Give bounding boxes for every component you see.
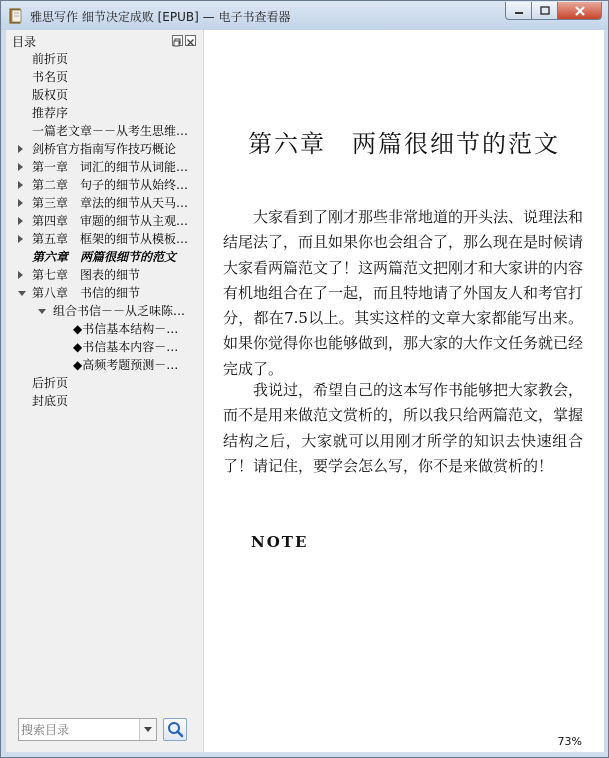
toc-item-label: 后折页 [32, 376, 69, 390]
close-icon [574, 6, 586, 16]
zoom-level: 73% [557, 735, 582, 748]
float-pane-button[interactable] [172, 35, 183, 46]
book-app-icon [8, 8, 24, 24]
toc-item-label: ◆高频考题预测－… [73, 358, 179, 372]
collapsed-arrow-icon[interactable] [18, 217, 23, 225]
toc-item[interactable] [6, 392, 204, 410]
toc-item-label: 第六章 两篇很细节的范文 [32, 250, 177, 264]
collapsed-arrow-icon[interactable] [18, 199, 23, 207]
collapsed-arrow-icon[interactable] [18, 235, 23, 243]
toc-item-label: 一篇老文章－－从考生思维… [32, 124, 189, 138]
toc-item[interactable] [6, 266, 204, 284]
toc-header [6, 30, 204, 48]
collapsed-arrow-icon[interactable] [18, 181, 23, 189]
toc-item-label: 第七章 图表的细节 [32, 268, 141, 282]
toc-item-label: 组合书信－－从乏味陈… [53, 304, 186, 318]
reader-page[interactable] [204, 30, 604, 752]
toc-item[interactable] [6, 122, 204, 140]
toc-item-label: 第一章 词汇的细节从词能… [32, 160, 189, 174]
toc-item[interactable] [6, 302, 204, 320]
minimize-icon [514, 7, 524, 15]
toc-item-label: 前折页 [32, 52, 69, 66]
toc-item-label: ◆书信基本内容－… [73, 340, 179, 354]
toc-sidebar [6, 30, 204, 752]
maximize-icon [540, 6, 550, 15]
search-history-dropdown[interactable] [139, 719, 156, 740]
toc-item-label: 第二章 句子的细节从始终… [32, 178, 189, 192]
toc-item[interactable] [6, 50, 204, 68]
toc-item[interactable] [6, 140, 204, 158]
collapsed-arrow-icon[interactable] [18, 271, 23, 279]
toc-item[interactable] [6, 320, 204, 338]
toc-search-button[interactable] [163, 718, 187, 741]
toc-item[interactable] [6, 158, 204, 176]
toc-item[interactable] [6, 194, 204, 212]
toc-item-label: 推荐序 [32, 106, 69, 120]
toc-item[interactable] [6, 248, 204, 266]
window-title: 雅思写作 细节决定成败 [EPUB] — 电子书查看器 [30, 10, 291, 24]
collapsed-arrow-icon[interactable] [18, 145, 23, 153]
maximize-button[interactable] [532, 2, 558, 20]
toc-item[interactable] [6, 176, 204, 194]
toc-item[interactable] [6, 86, 204, 104]
search-icon [164, 719, 186, 740]
body-paragraph-1: 大家看到了刚才那些非常地道的开头法、说理法和结尾法了，而且如果你也会组合了，那么现在是时候请大家看两篇范文了！这两篇范文把刚才和大家讲的内容有机地组合在了一起，而且特地请了外国友人和考官打分，都在7.5以上。其实这样的文章大家都能写出来。如果你觉得你也能够做到，那大家的大作文任务就已经完成了。 [223, 208, 584, 378]
toc-item[interactable] [6, 68, 204, 86]
collapsed-arrow-icon[interactable] [18, 163, 23, 171]
expanded-arrow-icon[interactable] [38, 309, 46, 314]
toc-item-label: 剑桥官方指南写作技巧概论 [32, 142, 177, 156]
toc-item[interactable] [6, 230, 204, 248]
toc-item-label: 书名页 [32, 70, 69, 84]
toc-list [6, 50, 204, 410]
note-heading: NOTE [251, 533, 309, 551]
toc-item-label: 第五章 框架的细节从模板… [32, 232, 189, 246]
expanded-arrow-icon[interactable] [18, 291, 26, 296]
toc-item[interactable] [6, 212, 204, 230]
toc-title: 目录 [12, 35, 37, 49]
close-pane-button[interactable] [185, 35, 196, 46]
window-controls [505, 2, 602, 21]
toc-item-label: 第三章 章法的细节从天马… [32, 196, 189, 210]
toc-item-label: 版权页 [32, 88, 69, 102]
chapter-title: 第六章 两篇很细节的范文 [248, 130, 560, 158]
title-bar[interactable] [1, 1, 608, 30]
body-paragraph-2: 我说过，希望自己的这本写作书能够把大家教会，而不是用来做范文赏析的，所以我只给两篇范文，掌握结构之后，大家就可以用刚才所学的知识去快速组合了！请记住，要学会怎么写，你不是来做赏析的！ [223, 381, 584, 475]
toc-item-label: 封底页 [32, 394, 69, 408]
minimize-button[interactable] [505, 2, 532, 20]
toc-item[interactable] [6, 284, 204, 302]
toc-item-label: 第八章 书信的细节 [32, 286, 141, 300]
toc-search-input[interactable] [21, 721, 137, 738]
close-pane-icon [186, 38, 195, 47]
toc-item[interactable] [6, 104, 204, 122]
toc-item[interactable] [6, 374, 204, 392]
close-button[interactable] [558, 2, 602, 20]
toc-item-label: ◆书信基本结构－… [73, 322, 179, 336]
toc-item[interactable] [6, 356, 204, 374]
toc-search-box [18, 718, 157, 741]
toc-item[interactable] [6, 338, 204, 356]
float-pane-icon [173, 38, 182, 47]
toc-item-label: 第四章 审题的细节从主观… [32, 214, 189, 228]
